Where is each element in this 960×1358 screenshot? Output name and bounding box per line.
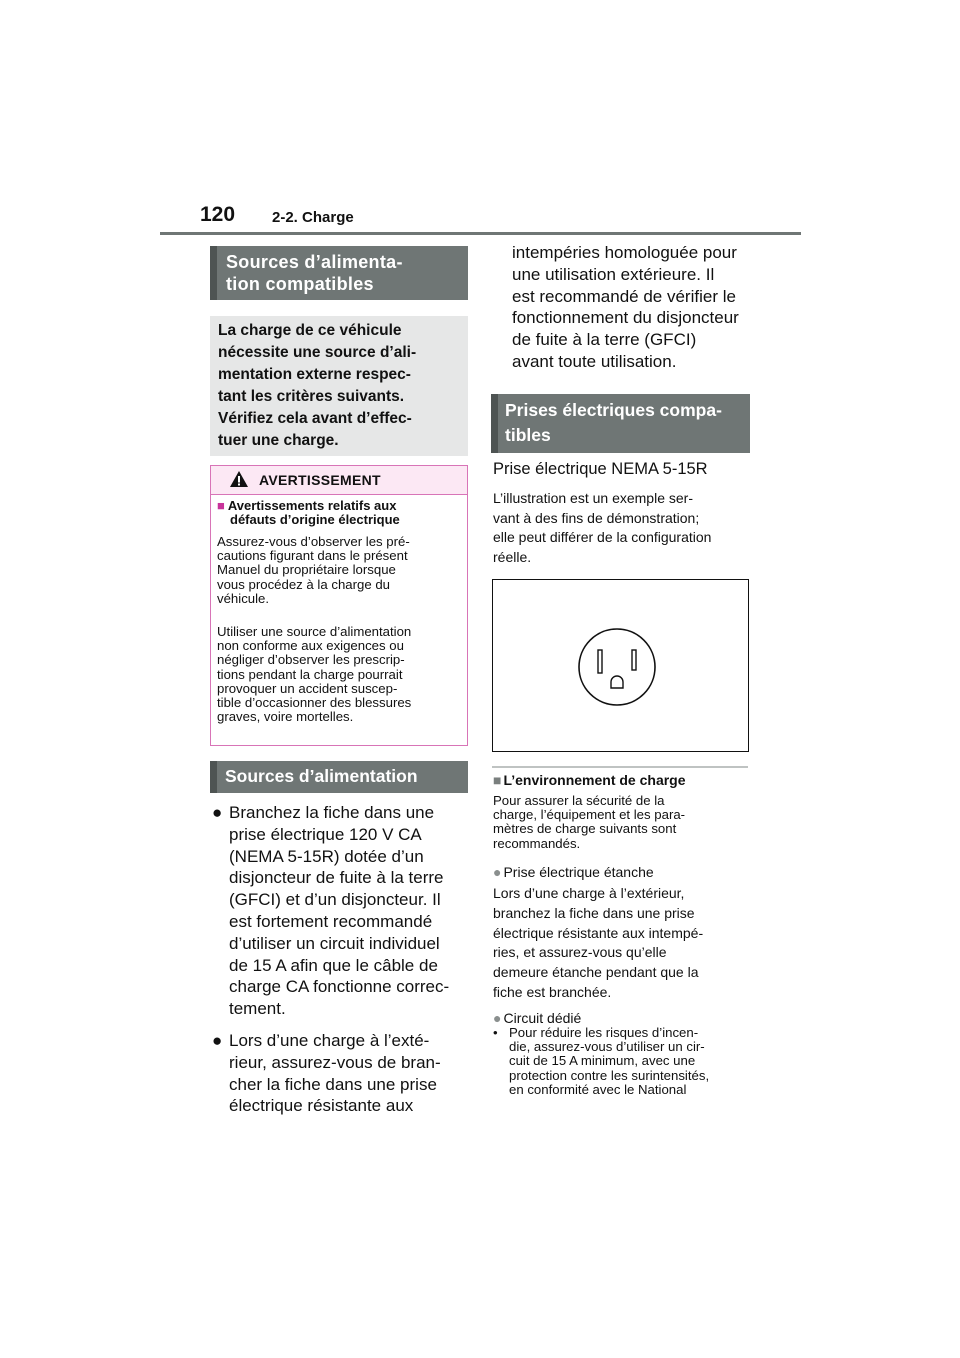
paragraph-line: de fuite à la terre (GFCI) [512, 330, 697, 350]
square-bullet-icon: ■ [493, 772, 502, 788]
intro-line: La charge de ce véhicule [218, 322, 402, 339]
warning-line: graves, voire mortelles. [217, 709, 354, 725]
note-line: vant à des fins de démonstration; [493, 509, 700, 526]
warning-paragraph [217, 535, 461, 606]
warning-line: vous procédez à la charge du [217, 576, 391, 592]
warning-line: tions pendant la charge pourrait [217, 666, 403, 682]
heading-compatible-sources [210, 246, 468, 300]
note-line: L’illustration est un exemple ser- [493, 490, 693, 506]
intro-line: mentation externe respec- [218, 366, 411, 383]
heading-line: Sources d’alimenta- [226, 252, 403, 272]
weatherproof-outlet-heading [493, 864, 654, 880]
warning-line: cautions figurant dans le présent [217, 548, 408, 564]
bullet-list [212, 802, 470, 1127]
sub-heading-text: Prise électrique étanche [503, 864, 654, 880]
warning-triangle-icon [229, 470, 249, 493]
header-rule [160, 232, 801, 235]
outlet-illustration [492, 579, 749, 752]
heading-power-sources: Sources d’alimentation [210, 761, 468, 793]
bullet-line: cher la fiche dans une prise [229, 1074, 437, 1094]
item-line: cuit de 15 A minimum, avec une [509, 1053, 696, 1069]
paragraph-line: avant toute utilisation. [512, 351, 677, 371]
paragraph-line: est recommandé de vérifier le [512, 286, 736, 306]
environment-paragraph [493, 794, 748, 851]
bullet-line: (GFCI) et d’un disjoncteur. Il [229, 890, 441, 910]
bullet-line: (NEMA 5-15R) dotée d’un [229, 846, 424, 866]
warning-line: tible d’occasionner des blessures [217, 695, 412, 711]
paragraph-line: Lors d’une charge à l’extérieur, [493, 885, 685, 901]
bullet-line: d’utiliser un circuit individuel [229, 933, 440, 953]
item-text [493, 1026, 751, 1097]
continued-paragraph [512, 242, 754, 373]
bullet-line: électrique résistante aux [229, 1096, 414, 1116]
heading-line: Prises électriques compa- [505, 400, 722, 420]
bullet-icon: ● [212, 1030, 223, 1050]
intro-box [210, 316, 468, 456]
item-line: die, assurez-vous d’utiliser un cir- [509, 1039, 705, 1055]
heading-line: tibles [505, 425, 551, 445]
heading-line: tion compatibles [226, 274, 374, 294]
paragraph-line: électrique résistante aux intempé- [493, 924, 704, 941]
sub-heading-text: Circuit dédié [503, 1010, 582, 1026]
warning-paragraph [217, 625, 461, 724]
warning-box [210, 465, 468, 746]
item-line: Pour réduire les risques d’incen- [509, 1025, 699, 1040]
square-bullet-icon: ■ [217, 498, 225, 513]
warning-line: négliger d’observer les prescrip- [217, 652, 405, 668]
warning-sub-line: défauts d’origine électrique [230, 512, 400, 527]
dedicated-circuit-heading [493, 1010, 581, 1026]
bullet-line: charge CA fonctionne correc- [229, 977, 450, 997]
list-item [212, 802, 470, 1020]
bullet-icon: ● [212, 803, 223, 822]
bullet-line: Lors d’une charge à l’exté- [229, 1030, 430, 1050]
charging-environment-heading [493, 772, 686, 788]
nema-outlet-icon [493, 580, 748, 751]
paragraph-line: fonctionnement du disjoncteur [512, 308, 739, 328]
env-heading-text: L’environnement de charge [503, 772, 686, 788]
note-line: réelle. [493, 548, 532, 565]
outlet-label: Prise électrique NEMA 5-15R [493, 460, 708, 478]
paragraph-line: Pour assurer la sécurité de la [493, 793, 665, 808]
intro-line: tuer une charge. [218, 432, 339, 449]
bullet-line: prise électrique 120 V CA [229, 824, 422, 844]
paragraph-line: recommandés. [493, 835, 581, 851]
warning-sub-line: Avertissements relatifs aux [227, 498, 397, 513]
bullet-line: Branchez la fiche dans une [229, 803, 435, 822]
bullet-line: est fortement recommandé [229, 911, 433, 931]
paragraph-line: intempéries homologuée pour [512, 243, 737, 262]
warning-line: véhicule. [217, 590, 270, 606]
item-line: protection contre les surintensités, [509, 1067, 710, 1083]
paragraph-line: mètres de charge suivants sont [493, 821, 677, 837]
paragraph-line: fiche est branchée. [493, 983, 612, 1000]
warning-sub-heading [217, 499, 461, 527]
warning-line: Manuel du propriétaire lorsque [217, 562, 396, 578]
section-rule [492, 766, 748, 768]
list-item [212, 1030, 470, 1117]
heading-compatible-outlets [491, 394, 750, 453]
intro-line: Vérifiez cela avant d’effec- [218, 410, 412, 427]
circle-bullet-icon: ● [493, 1010, 502, 1026]
note-line: elle peut différer de la configuration [493, 529, 712, 545]
circle-bullet-icon: ● [493, 864, 502, 880]
paragraph-line: branchez la fiche dans une prise [493, 904, 695, 921]
intro-line: nécessite une source d’ali- [218, 344, 417, 361]
warning-title: AVERTISSEMENT [259, 472, 381, 488]
illustration-note [493, 489, 755, 567]
paragraph-line: ries, et assurez-vous qu’elle [493, 944, 667, 961]
intro-line: tant les critères suivants. [218, 388, 405, 405]
warning-line: Assurez-vous d’observer les pré- [217, 534, 410, 549]
warning-line: provoquer un accident suscep- [217, 680, 398, 696]
warning-line: non conforme aux exigences ou [217, 638, 404, 654]
page-number: 120 [200, 203, 236, 226]
paragraph-line: charge, l’équipement et les para- [493, 807, 686, 823]
dedicated-circuit-item [493, 1026, 751, 1097]
bullet-line: tement. [229, 999, 286, 1019]
warning-header [211, 466, 467, 495]
paragraph-line: demeure étanche pendant que la [493, 964, 699, 981]
section-title: 2-2. Charge [272, 209, 354, 226]
item-line: en conformité avec le National [509, 1081, 687, 1097]
warning-line: Utiliser une source d’alimentation [217, 624, 412, 639]
bullet-line: de 15 A afin que le câble de [229, 955, 438, 975]
dot-bullet-icon: • [493, 1025, 498, 1040]
bullet-line: disjoncteur de fuite à la terre [229, 868, 444, 888]
weatherproof-paragraph [493, 884, 748, 1003]
bullet-line: rieur, assurez-vous de bran- [229, 1052, 441, 1072]
paragraph-line: une utilisation extérieure. Il [512, 264, 715, 284]
